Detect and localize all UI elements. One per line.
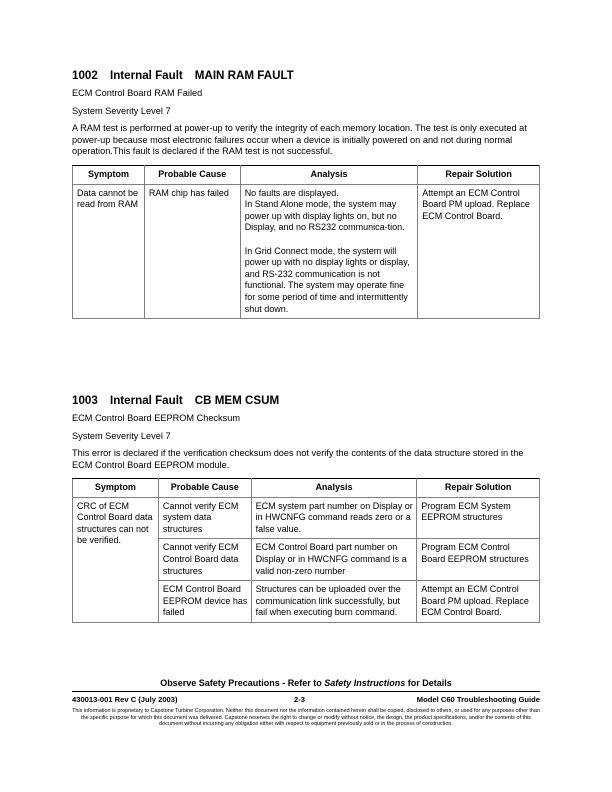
analysis-line-a: No faults are displayed. [244,187,339,198]
table-row [73,184,540,319]
analysis-cell: ECM system part number on Display or in HWCNFG command reads zero or a false value. [251,497,417,539]
symptom-cell: Data cannot be read from RAM [73,184,145,319]
symptom-cell: CRC of ECM Control Board data structures can not be verified. [73,497,159,622]
fault-1002-title [72,69,294,82]
analysis-cell: Structures can be uploaded over the communication link successfully, but fail when executing burn command. [251,581,417,623]
header-repair-solution: Repair Solution [418,166,540,185]
fault-1003-subtitle: ECM Control Board EEPROM Checksum [72,413,240,423]
fault-1003-title [72,394,279,407]
fault-1002-kind: Internal Fault [110,69,183,82]
safety-warning-prefix: Observe Safety Precautions - Refer to [160,678,325,688]
fault-1002-name: MAIN RAM FAULT [194,69,294,82]
doc-number: 430013-001 Rev C (July 2003) [72,695,178,704]
header-analysis: Analysis [240,166,418,185]
fault-1002-code: 1002 [72,69,98,82]
safety-warning-italic: Safety Instructions [324,678,406,688]
fault-1002-table [72,165,540,319]
cause-cell: Cannot verify ECM Control Board data structures [158,539,251,581]
repair-cell: Attempt an ECM Control Board PM upload. Replace ECM Control Board. [418,184,540,319]
fault-1003-code: 1003 [72,394,98,407]
header-probable-cause: Probable Cause [158,479,251,498]
cause-cell: Cannot verify ECM system data structures [158,497,251,539]
fault-1002-subtitle: ECM Control Board RAM Failed [72,88,203,98]
fault-1003-description: This error is declared if the verification checksum does not verify the contents of the data structure stored in the ECM Control Board EEPROM module. [72,448,524,470]
header-symptom: Symptom [73,166,145,185]
repair-cell: Program ECM Control Board EEPROM structures [417,539,540,581]
cause-cell: RAM chip has failed [144,184,240,319]
fault-1003-kind: Internal Fault [110,394,183,407]
table-header-row [73,479,540,498]
repair-cell: Program ECM System EEPROM structures [417,497,540,539]
header-analysis: Analysis [251,479,417,498]
safety-warning [0,678,612,688]
analysis-line-c: In Grid Connect mode, the system will power up with no display lights or display, and RS-232 communication is not functional. The system may operate fine for some period of time and intermittently shut down. [244,245,410,314]
header-symptom: Symptom [73,479,159,498]
cause-cell: ECM Control Board EEPROM device has failed [158,581,251,623]
fault-1002-severity: System Severity Level 7 [72,106,171,116]
legal-notice: This information is proprietary to Capstone Turbine Corporation. Neither this document nor the information contained herein shall be copied, disclosed to others, or used for any purposes other than the specific purpose for which this document was delivered. Capstone reserves the right to change or modify without notice, the design, the product specifications, and/or the contents of this document without incurring any obligation either with respect to equipment previously sold or in the process of construction. [72,708,540,728]
repair-cell: Attempt an ECM Control Board PM upload. Replace ECM Control Board. [417,581,540,623]
safety-warning-suffix: for Details [405,678,452,688]
footer-divider [72,691,540,692]
fault-1003-name: CB MEM CSUM [194,394,280,407]
fault-1003-severity: System Severity Level 7 [72,431,171,441]
analysis-cell: ECM Control Board part number on Display or in HWCNFG command is a valid non-zero number [251,539,417,581]
table-row [73,497,540,539]
analysis-line-b: In Stand Alone mode, the system may power up with display lights on, but no Display, and no RS232 communica-tion. [244,199,405,233]
header-probable-cause: Probable Cause [144,166,240,185]
page-number: 2-3 [294,695,305,704]
table-header-row [73,166,540,185]
fault-1003-table [72,478,540,623]
doc-title: Model C60 Troubleshooting Guide [416,695,540,704]
analysis-cell [240,184,418,319]
header-repair-solution: Repair Solution [417,479,540,498]
fault-1002-description: A RAM test is performed at power-up to verify the integrity of each memory location. The test is only executed at power-up because most electronic failures occur when a device is initially powered on and not during normal operation.This fault is declared if the RAM test is not successful. [72,123,527,157]
